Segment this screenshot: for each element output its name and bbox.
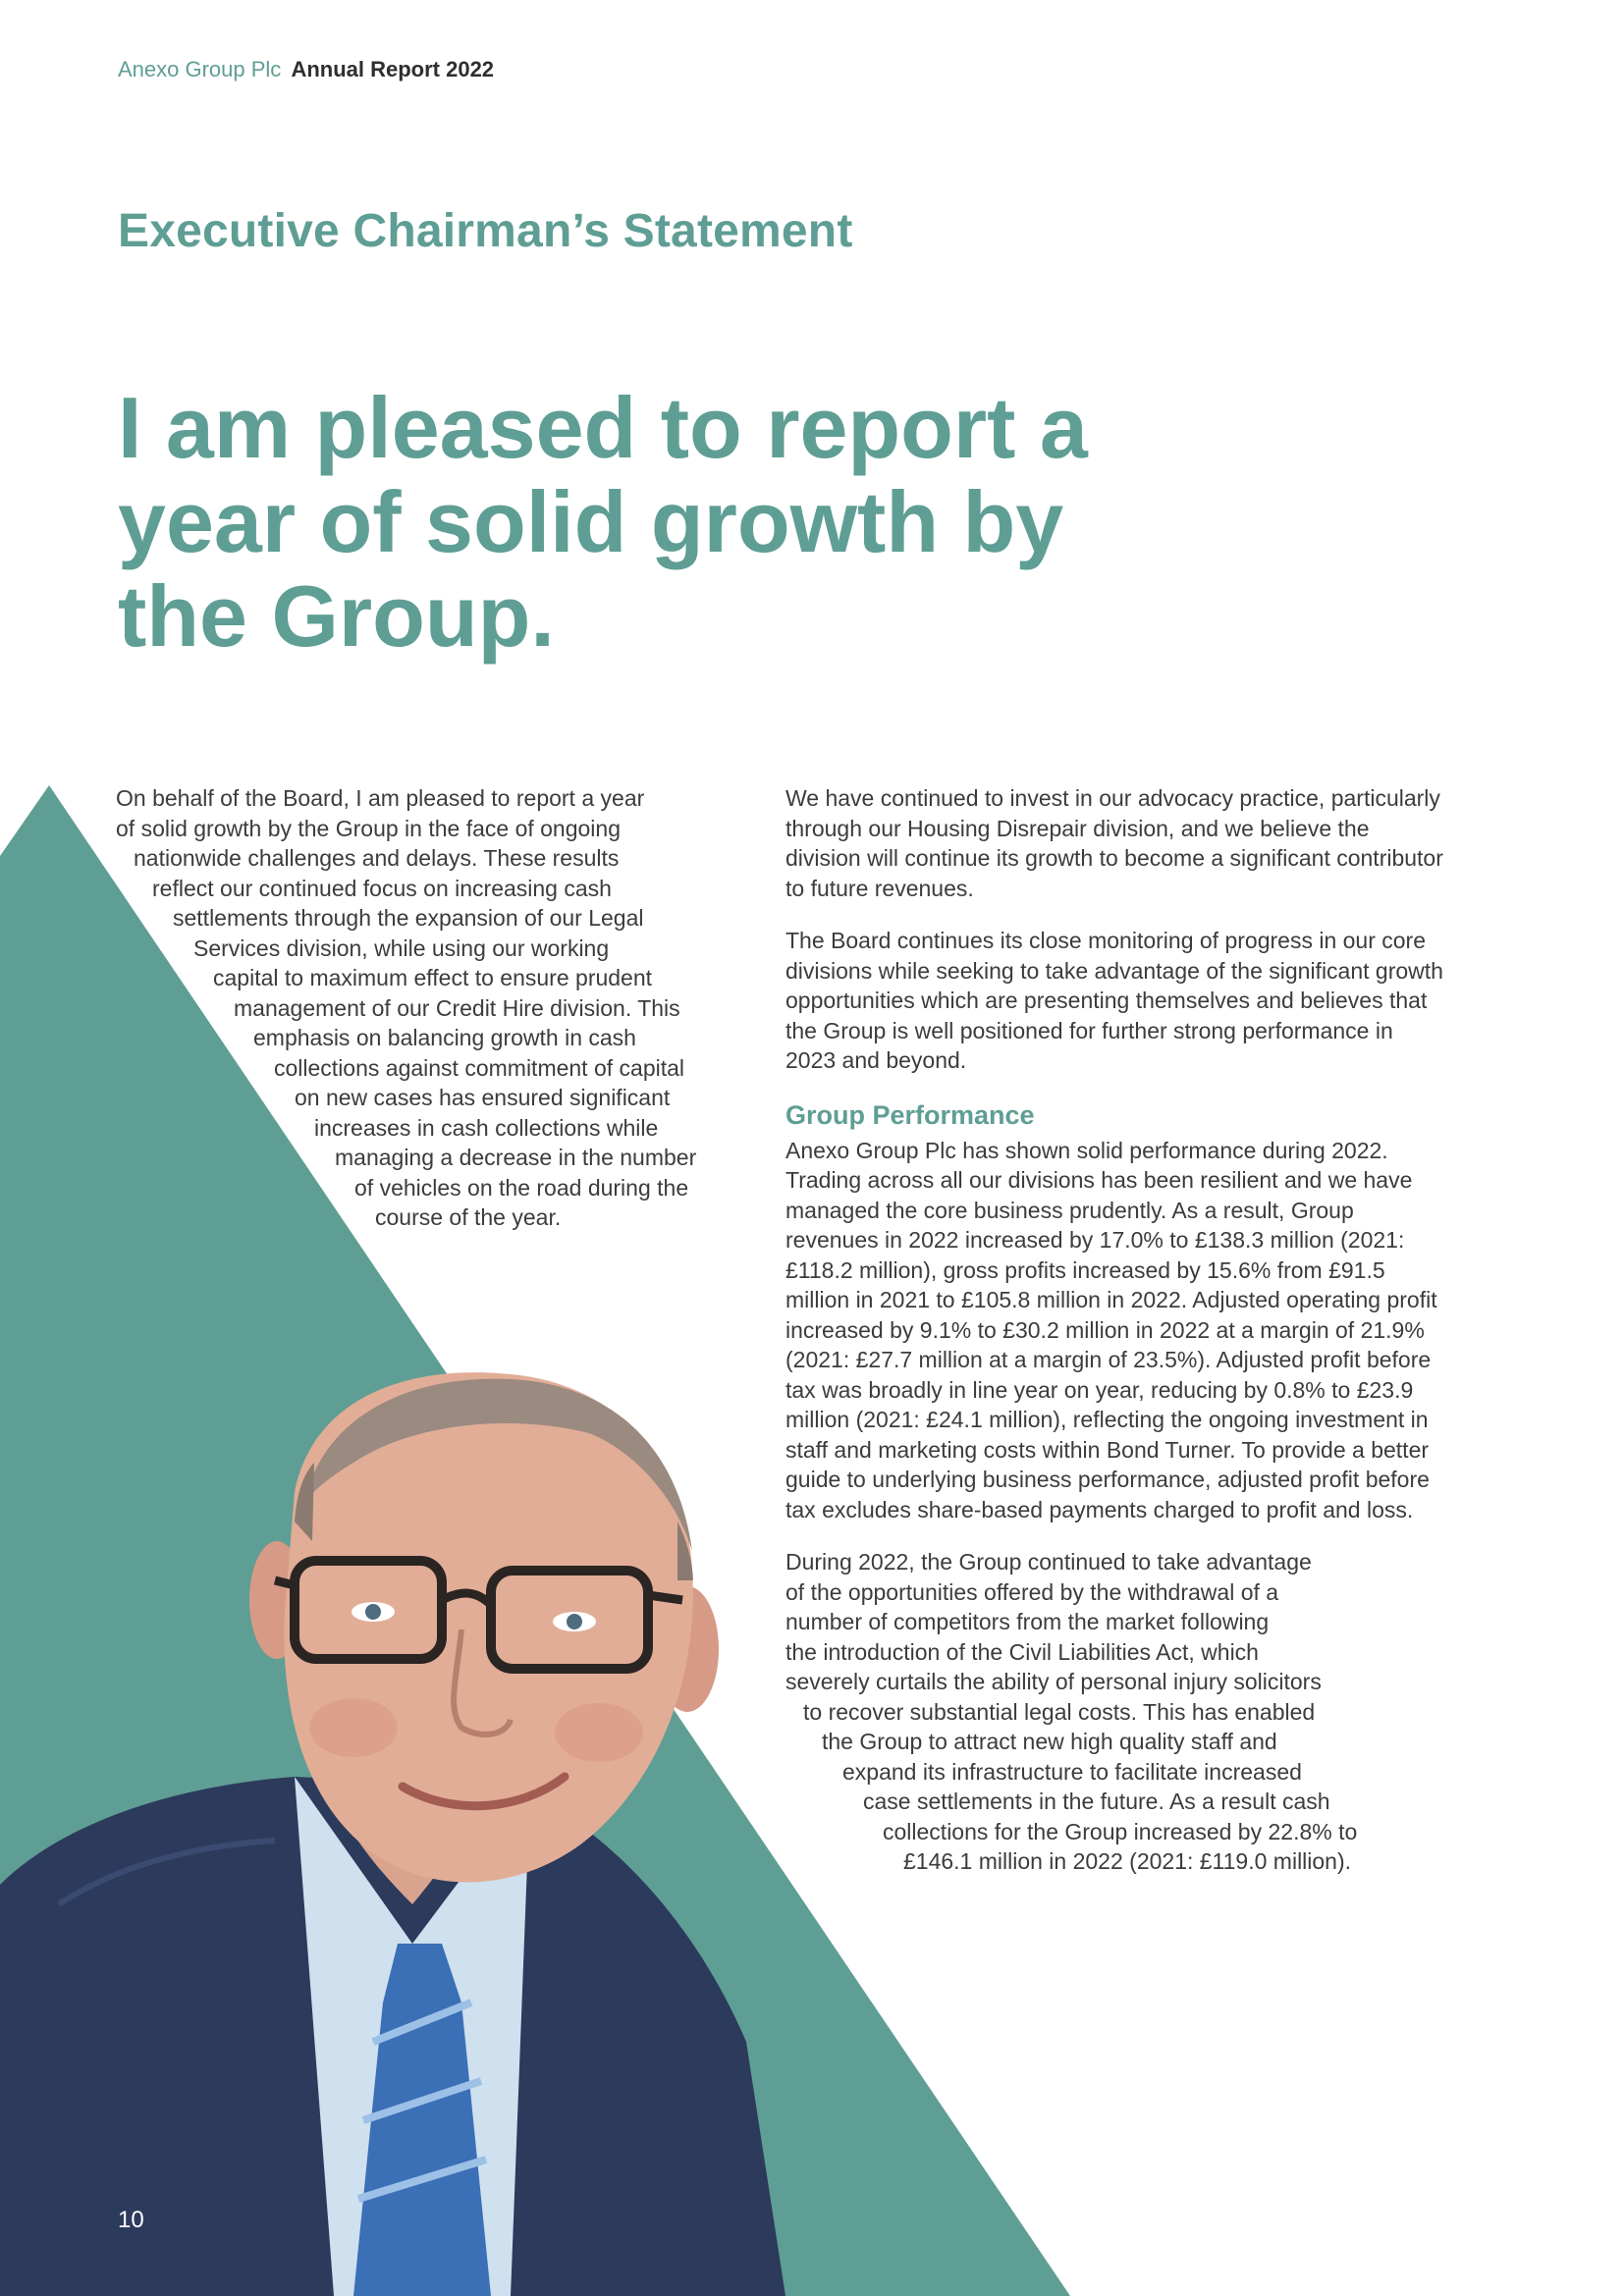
left-text-line: emphasis on balancing growth in cash (253, 1025, 636, 1050)
paragraph-group-performance: Anexo Group Plc has shown solid performance during 2022. Trading across all our divisions has been resilient and we have managed the core business prudently. As a result, Group revenues in 2022 increased by 17.0% to £138.3 million (2021: £118.2 million), gross profits increased by 15.6% from £91.5 million in 2021 to £105.8 million in 2022. Adjusted operating profit increased by 9.1% to £30.2 million in 2022 at a margin of 21.9% (2021: £27.7 million at a margin of 23.5%). Adjusted profit before tax was broadly in line year on year, reducing by 0.8% to £23.9 million (2021: £24.1 million), reflecting the ongoing investment in staff and marketing costs within Bond Turner. To provide a better guide to underlying business performance, adjusted profit before tax excludes share-based payments charged to profit and loss. (785, 1137, 1437, 1522)
page-number: 10 (118, 2207, 144, 2233)
right-text-line: the introduction of the Civil Liabilities Act, which (785, 1638, 1259, 1665)
right-text-line: of the opportunities offered by the withdrawal of a (785, 1578, 1279, 1605)
left-text-line: reflect our continued focus on increasing cash (152, 875, 612, 901)
left-text-line: management of our Credit Hire division. This (234, 994, 680, 1021)
left-text-line: increases in cash collections while (314, 1114, 659, 1141)
right-text-line: case settlements in the future. As a result cash (863, 1789, 1330, 1814)
header-report-title: Annual Report 2022 (291, 57, 495, 81)
right-text-line: expand its infrastructure to facilitate increased (842, 1758, 1302, 1785)
right-text-line: the Group to attract new high quality staff and (822, 1729, 1277, 1754)
right-column (785, 783, 1443, 1877)
left-text-line: Services division, while using our working (193, 934, 610, 961)
left-column (116, 783, 764, 1233)
left-text-line: on new cases has ensured significant (295, 1085, 671, 1110)
left-text-line: capital to maximum effect to ensure prudent (213, 965, 653, 990)
left-text-line: settlements through the expansion of our Legal (173, 905, 644, 931)
left-text-line: course of the year. (375, 1204, 562, 1230)
right-text-line: number of competitors from the market following (785, 1609, 1270, 1634)
left-text-line: collections against commitment of capital (274, 1054, 685, 1081)
right-text-line: collections for the Group increased by 22.8% to (883, 1818, 1358, 1844)
left-text-line: of solid growth by the Group in the face of ongoing (116, 815, 621, 841)
subheading-group-performance: Group Performance (785, 1099, 1035, 1130)
chairman-portrait (0, 1355, 805, 2296)
left-text-line: managing a decrease in the number (335, 1145, 697, 1170)
right-text-line: severely curtails the ability of personal injury solicitors (785, 1669, 1322, 1694)
right-text-line: During 2022, the Group continued to take advantage (785, 1549, 1312, 1575)
headline-quote: I am pleased to report a year of solid growth by the Group. (118, 379, 1088, 665)
right-text-line: £146.1 million in 2022 (2021: £119.0 million). (903, 1848, 1352, 1874)
paragraph-advocacy: We have continued to invest in our advocacy practice, particularly through our Housing Disrepair division, and we believe the division will continue its growth to become a significant contributor to future revenues. (785, 785, 1443, 901)
section-title: Executive Chairman’s Statement (118, 205, 853, 257)
running-header (118, 57, 494, 82)
left-text-line: nationwide challenges and delays. These results (134, 845, 620, 871)
right-text-line: to recover substantial legal costs. This has enabled (803, 1698, 1316, 1725)
header-company: Anexo Group Plc (118, 57, 282, 81)
paragraph-cash-collections (785, 1547, 1443, 1877)
left-text-line: of vehicles on the road during the (354, 1174, 689, 1201)
paragraph-board-outlook: The Board continues its close monitoring of progress in our core divisions while seeking to take advantage of the significant growth opportunities which are presenting themselves and believes that the Group is well positioned for further strong performance in 2023 and beyond. (785, 928, 1443, 1073)
left-text-line: On behalf of the Board, I am pleased to report a year (116, 785, 645, 811)
